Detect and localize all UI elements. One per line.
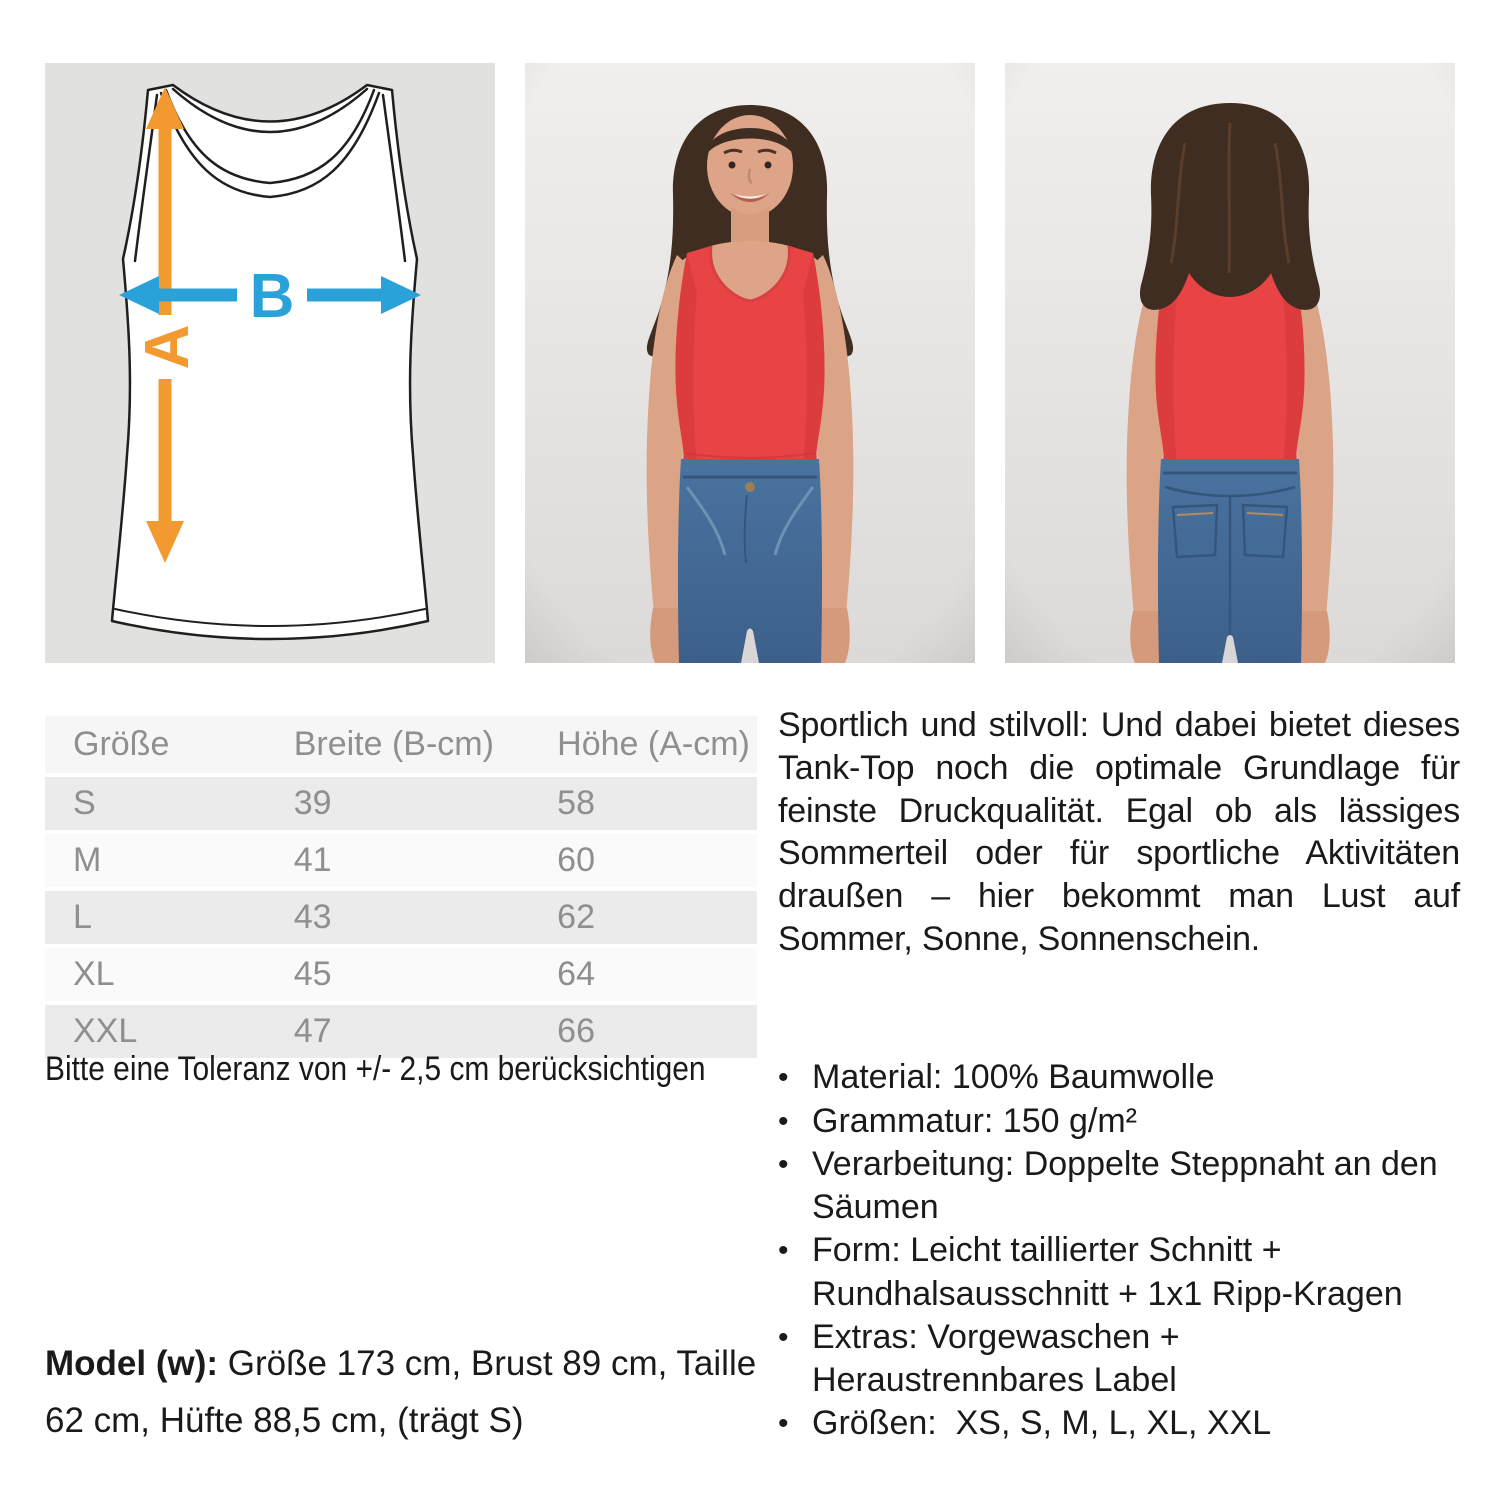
size-diagram (45, 63, 495, 663)
label-b: B (249, 262, 295, 331)
list-item (778, 1100, 1460, 1144)
cell-width: 43 (266, 891, 529, 944)
bullet-icon: • (778, 1234, 789, 1268)
bullet-icon: • (778, 1320, 789, 1354)
table-row (45, 777, 757, 830)
vignette (1005, 63, 1455, 663)
feature-text: Material: 100% Baumwolle (812, 1058, 1215, 1096)
feature-text: Grammatur: 150 g/m² (812, 1101, 1137, 1140)
model-label: Model (w): (45, 1344, 219, 1383)
bullet-icon: • (778, 1148, 789, 1181)
table-row (45, 891, 757, 944)
product-description: Sportlich und stilvoll: Und dabei bietet dieses Tank-Top noch die optimale Grundlage für feinste Druckqualität. Egal ob als lässiges Sommerteil oder für sportliche Aktivitäten draußen – hier bekommt man Lust auf Sommer, Sonne, Sonnenschein. (778, 706, 1460, 959)
table-row (45, 948, 757, 1001)
list-item (778, 1402, 1460, 1446)
front-photo-illustration (525, 63, 975, 663)
cell-size: L (45, 891, 266, 944)
model-front-photo (525, 63, 975, 663)
cell-height: 64 (529, 948, 757, 1001)
model-measurements (45, 1336, 759, 1449)
vignette (525, 63, 975, 663)
list-item (778, 1316, 1460, 1402)
product-image-row (45, 63, 1455, 663)
size-info-column (45, 712, 757, 1062)
cell-height: 66 (529, 1005, 757, 1058)
cell-height: 58 (529, 777, 757, 830)
cell-width: 39 (266, 777, 529, 830)
bullet-icon: • (778, 1407, 789, 1441)
cell-height: 60 (529, 834, 757, 887)
size-table (45, 712, 757, 1062)
list-item (778, 1229, 1460, 1315)
cell-height: 62 (529, 891, 757, 944)
list-item (778, 1143, 1460, 1229)
cell-size: XL (45, 948, 266, 1001)
feature-list (778, 1056, 1460, 1446)
back-photo-illustration (1005, 63, 1455, 663)
table-header-row (45, 716, 757, 773)
description-column (778, 704, 1460, 1443)
cell-size: M (45, 834, 266, 887)
feature-text: Form: Leicht taillierter Schnitt + Rundhalsausschnitt + 1x1 Ripp-Kragen (812, 1231, 1403, 1313)
cell-size: XXL (45, 1005, 266, 1058)
model-back-photo (1005, 63, 1455, 663)
col-header-width: Breite (B-cm) (266, 716, 529, 773)
cell-width: 47 (266, 1005, 529, 1058)
col-header-size: Größe (45, 716, 266, 773)
bullet-icon: • (778, 1061, 789, 1094)
size-diagram-panel (45, 63, 495, 663)
cell-width: 45 (266, 948, 529, 1001)
bullet-icon: • (778, 1104, 789, 1138)
feature-text: Extras: Vorgewaschen + Heraustrennbares Label (812, 1317, 1190, 1399)
feature-text: Verarbeitung: Doppelte Steppnaht an den Säumen (812, 1145, 1448, 1227)
cell-width: 41 (266, 834, 529, 887)
tolerance-note: Bitte eine Toleranz von +/- 2,5 cm berücksichtigen (45, 1050, 706, 1088)
label-a: A (133, 324, 202, 370)
feature-text: Größen: XS, S, M, L, XL, XXL (812, 1404, 1272, 1443)
table-row (45, 834, 757, 887)
model-text: Größe 173 cm, Brust 89 cm, Taille 62 cm, Hüfte 88,5 cm, (trägt S) (45, 1344, 757, 1440)
col-header-height: Höhe (A-cm) (529, 716, 757, 773)
cell-size: S (45, 777, 266, 830)
list-item (778, 1056, 1460, 1100)
